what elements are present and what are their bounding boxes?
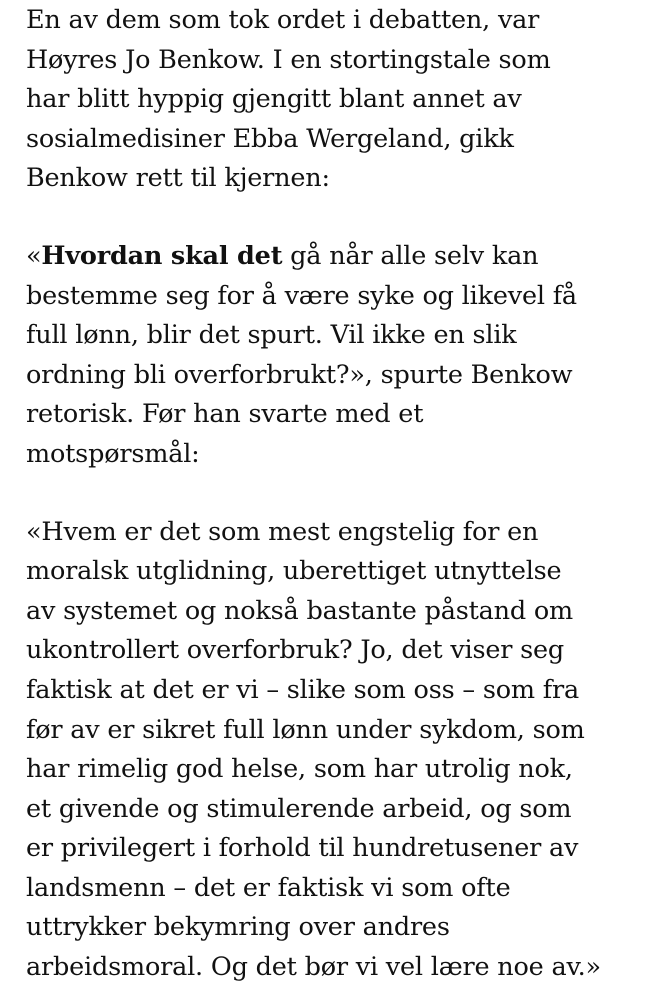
text-line: landsmenn – det er faktisk vi som ofte — [26, 872, 511, 903]
text-line: motspørsmål: — [26, 438, 200, 469]
paragraph-quote-question — [26, 237, 651, 475]
text-line: er privilegert i forhold til hundretusener av — [26, 833, 579, 864]
article-body — [26, 0, 651, 988]
quote-open-mark: « — [26, 240, 42, 271]
paragraph-quote-answer — [26, 513, 651, 988]
text-line: En av dem som tok ordet i debatten, var — [26, 5, 540, 35]
paragraph-intro — [26, 0, 651, 199]
text-line: moralsk utglidning, uberettiget utnyttelse — [26, 556, 562, 587]
text-line: faktisk at det er vi – slike som oss – som fra — [26, 674, 579, 705]
text-line: ordning bli overforbrukt?», spurte Benkow — [26, 359, 573, 390]
text-line: ukontrollert overforbruk? Jo, det viser seg — [26, 635, 565, 666]
text-line: «Hvem er det som mest engstelig for en — [26, 516, 539, 547]
text-line: arbeidsmoral. Og det bør vi vel lære noe av.» — [26, 952, 601, 983]
text-line: bestemme seg for å være syke og likevel få — [26, 280, 577, 311]
text-line: full lønn, blir det spurt. Vil ikke en slik — [26, 320, 517, 351]
bold-lead-phrase: Hvordan skal det — [41, 240, 283, 271]
text-line: Benkow rett til kjernen: — [26, 163, 330, 194]
text-line — [26, 237, 651, 277]
text-line: før av er sikret full lønn under sykdom, som — [26, 714, 585, 745]
text-line: Høyres Jo Benkow. I en stortingstale som — [26, 44, 551, 75]
text-line-rest: gå når alle selv kan — [282, 240, 539, 271]
text-line: sosialmedisiner Ebba Wergeland, gikk — [26, 123, 514, 154]
text-line: har rimelig god helse, som har utrolig nok, — [26, 754, 573, 785]
text-line: et givende og stimulerende arbeid, og som — [26, 793, 572, 824]
text-line: har blitt hyppig gjengitt blant annet av — [26, 84, 522, 115]
text-line: uttrykker bekymring over andres — [26, 912, 450, 943]
text-line: retorisk. Før han svarte med et — [26, 399, 424, 430]
text-line: av systemet og nokså bastante påstand om — [26, 595, 574, 626]
